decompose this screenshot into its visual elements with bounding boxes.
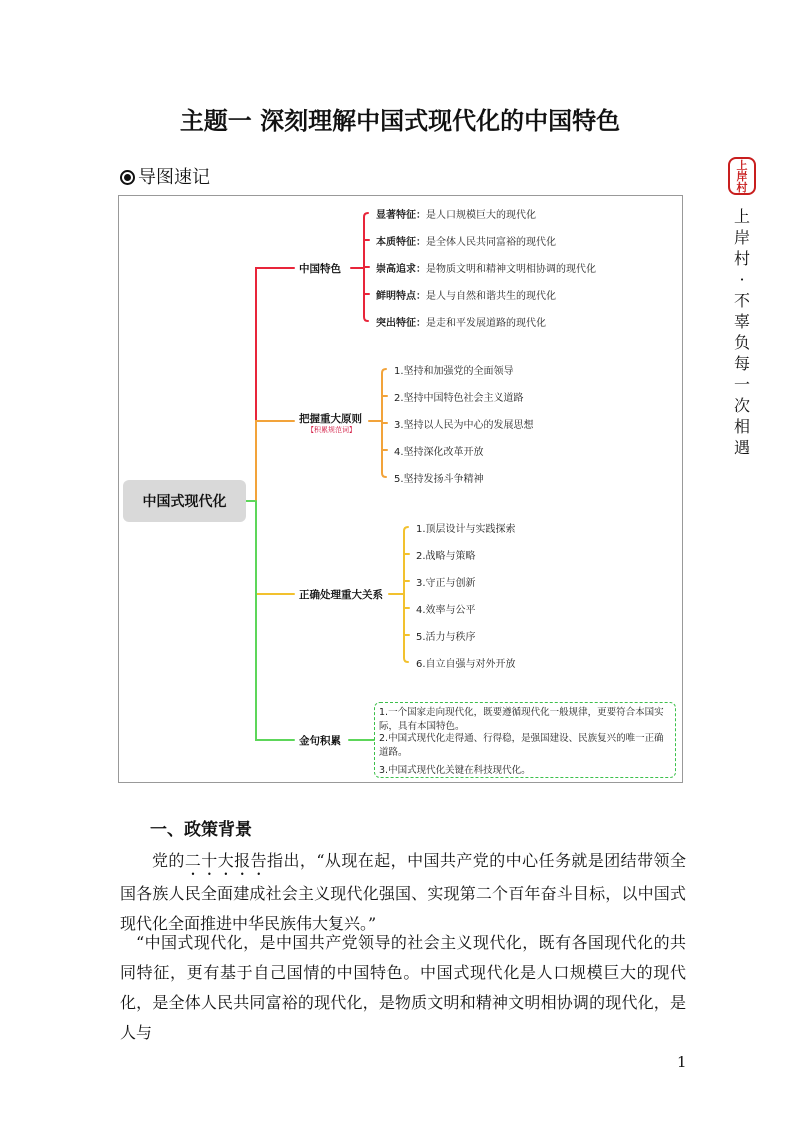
quote-item: 3.中国式现代化关键在科技现代化。 xyxy=(379,765,531,776)
quote-item: 1.一个国家走向现代化，既要遵循现代化一般规律，更要符合本国实际，具有本国特色。 xyxy=(379,707,664,732)
branch-connector xyxy=(256,421,294,501)
p1-emphasis: 二十大报告 xyxy=(184,851,268,870)
leaf-text: 是全体人民共同富裕的现代化 xyxy=(426,237,556,248)
branch-connector xyxy=(256,268,294,501)
section-label-text: 导图速记 xyxy=(138,167,210,188)
vertical-slogan: 上岸村·不辜负每一次相遇 xyxy=(733,207,750,457)
leaf-text: 是人与自然和谐共生的现代化 xyxy=(426,291,556,302)
brand-seal xyxy=(728,157,756,195)
leaf-key: 突出特征： xyxy=(376,318,426,329)
leaf-item: 1.坚持和加强党的全面领导 xyxy=(394,366,514,377)
p1-rest: 指出，“从现在起，中国共产党的中心任务就是团结带领全国各族人民全面建成社会主义现代化强国、实现第二个百年奋斗目标，以中国式现代化全面推进中华民族伟大复兴。” xyxy=(120,851,686,933)
leaf-item: 1.顶层设计与实践探索 xyxy=(416,524,516,535)
leaf-key: 显著特征： xyxy=(376,210,426,221)
mind-map xyxy=(118,195,683,783)
branch-golden-quotes: 金句积累 xyxy=(299,735,341,747)
branch-major-relations: 正确处理重大关系 xyxy=(299,589,383,601)
leaf-item: 4.效率与公平 xyxy=(416,605,476,616)
leaf-text: 是走和平发展道路的现代化 xyxy=(426,318,546,329)
leaf-item xyxy=(376,206,536,221)
leaf-key: 本质特征： xyxy=(376,237,426,248)
leaf-item: 6.自立自强与对外开放 xyxy=(416,659,516,670)
branch-major-principles: 把握重大原则 xyxy=(299,413,362,425)
paragraph-1 xyxy=(120,846,686,939)
leaf-item xyxy=(376,287,556,302)
leaf-item xyxy=(376,314,546,329)
leaf-item: 2.战略与策略 xyxy=(416,551,476,562)
branch-connector xyxy=(256,501,294,740)
branch-note: 【积累规范词】 xyxy=(307,426,356,434)
paragraph-2: “中国式现代化，是中国共产党领导的社会主义现代化，既有各国现代化的共同特征，更有基于自己国情的中国特色。中国式现代化是人口规模巨大的现代化，是全体人民共同富裕的现代化，是物质文明和精神文明相协调的现代化，是人与 xyxy=(120,933,686,1042)
page-number: 1 xyxy=(677,1053,687,1071)
branch-china-features: 中国特色 xyxy=(299,263,341,275)
leaf-item: 3.坚持以人民为中心的发展思想 xyxy=(394,420,534,431)
b3-items-bracket xyxy=(404,527,408,662)
leaf-key: 鲜明特点： xyxy=(376,291,426,302)
leaf-key: 崇高追求： xyxy=(376,264,426,275)
branch-connector xyxy=(256,501,294,594)
leaf-item xyxy=(376,260,596,275)
section-heading: 一、政策背景 xyxy=(150,820,252,840)
leaf-text: 是物质文明和精神文明相协调的现代化 xyxy=(426,264,596,275)
leaf-item: 4.坚持深化改革开放 xyxy=(394,447,484,458)
mindmap-section-label xyxy=(120,163,210,189)
leaf-item: 3.守正与创新 xyxy=(416,578,476,589)
p1-start: 党的 xyxy=(152,851,185,870)
quote-item: 2.中国式现代化走得通、行得稳，是强国建设、民族复兴的唯一正确道路。 xyxy=(379,733,664,758)
target-icon xyxy=(120,170,135,185)
seal-text: 上岸村 xyxy=(736,158,748,194)
page-title: 主题一 深刻理解中国式现代化的中国特色 xyxy=(179,107,621,135)
mindmap-root: 中国式现代化 xyxy=(123,480,246,522)
leaf-text: 是人口规模巨大的现代化 xyxy=(426,210,536,221)
leaf-item: 5.坚持发扬斗争精神 xyxy=(394,474,484,485)
leaf-item xyxy=(376,233,556,248)
leaf-item: 2.坚持中国特色社会主义道路 xyxy=(394,393,524,404)
leaf-item: 5.活力与秩序 xyxy=(416,632,476,643)
